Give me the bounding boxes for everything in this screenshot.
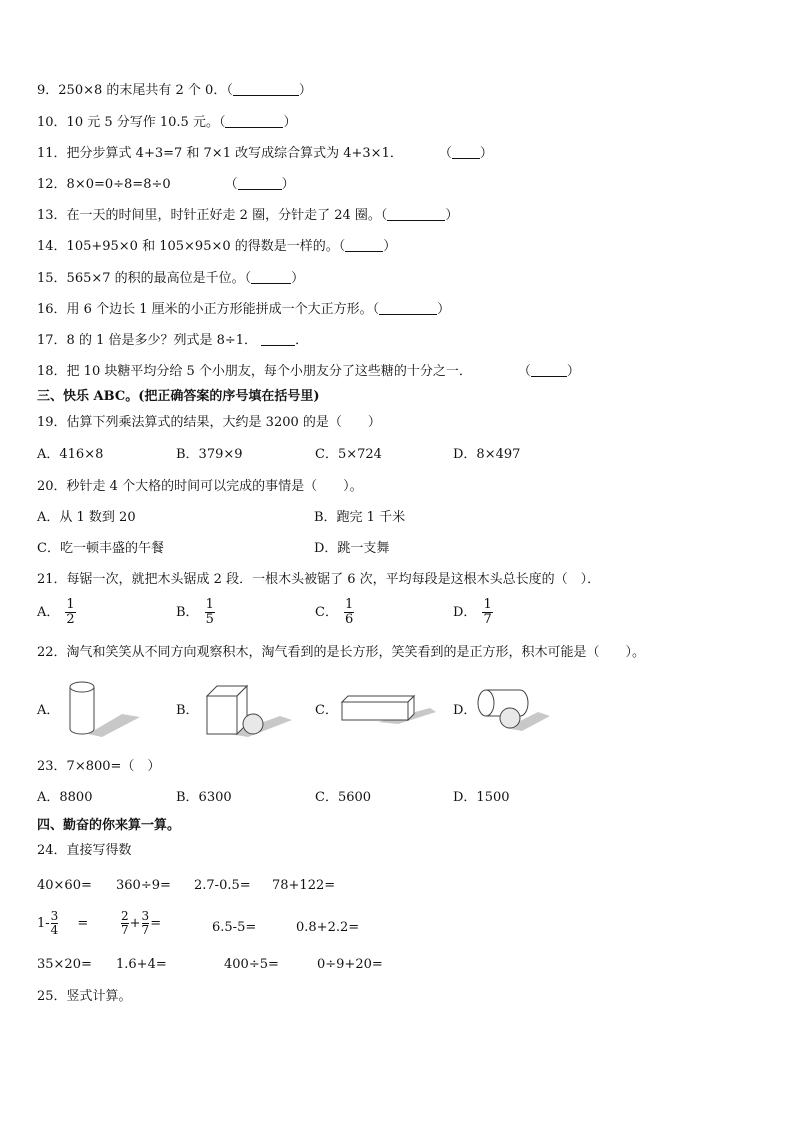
denominator: 7 [121,923,129,937]
q19-option-c[interactable]: C．5×724 [315,447,382,462]
q20-option-d[interactable]: D．跳一支舞 [314,541,390,556]
question-14 [37,239,396,255]
numerator: 3 [50,909,59,923]
question-18 [37,364,580,380]
paren-close: ） [383,239,397,254]
section-3-title: 三、快乐 ABC。(把正确答案的序号填在括号里) [37,389,320,404]
fraction [65,598,75,627]
q23-option-d[interactable]: D．1500 [453,790,510,805]
calc-item: 40×60= [37,878,92,893]
q21-option-c[interactable] [315,598,354,627]
q19-option-b[interactable]: B．379×9 [176,447,243,462]
question-17 [37,333,308,349]
answer-blank[interactable] [387,208,445,221]
calc-item: 0÷9+20= [317,957,383,972]
question-18-text: 18．把 10 块糖平均分给 5 个小朋友，每个小朋友分了这些糖的十分之一． [37,364,472,379]
question-17-text: 17．8 的 1 倍是多少？列式是 8÷1． [37,333,258,348]
denominator: 4 [50,923,59,937]
q22-option-d[interactable]: D． [453,703,477,718]
answer-blank[interactable] [379,302,437,315]
question-12 [37,177,295,193]
calc-item: 360÷9= [116,878,171,893]
denominator: 7 [483,612,492,627]
answer-blank[interactable] [531,364,567,377]
fraction [142,910,150,937]
question-22-text: 22．淘气和笑笑从不同方向观察积木，淘气看到的是长方形，笑笑看到的是正方形，积木可能是（ ）。 [37,645,646,660]
numerator: 1 [66,597,75,612]
q21-option-a[interactable] [37,598,76,627]
question-12-text: 12．8×0=0÷8=8÷0 [37,177,171,192]
q23-option-c[interactable]: C．5600 [315,790,372,805]
numerator: 1 [483,597,492,612]
paren-close: ） [479,146,493,161]
calc-text: = [77,916,89,931]
q22-option-a[interactable]: A． [37,703,60,718]
calc-item: 6.5-5= [212,920,257,935]
question-10-text: 10．10 元 5 分写作 10.5 元。（ [37,115,226,130]
option-label: B． [176,605,199,620]
numerator: 3 [141,909,150,923]
question-11-text: 11．把分步算式 4+3=7 和 7×1 改写成综合算式为 4+3×1． [37,146,403,161]
question-13-text: 13．在一天的时间里，时针正好走 2 圈，分针走了 24 圈。（ [37,208,388,223]
denominator: 5 [205,612,214,627]
q23-option-a[interactable]: A．8800 [37,790,93,805]
paren-open: （ [224,177,238,192]
fraction [205,598,215,627]
calc-text: = [150,916,162,931]
calc-item: 400÷5= [224,957,279,972]
numerator: 1 [344,597,354,612]
question-25-text: 25．竖式计算。 [37,989,132,1004]
question-10 [37,115,296,131]
numerator: 2 [121,909,129,923]
option-label: A． [37,605,60,620]
question-21-text: 21．每锯一次，就把木头锯成 2 段．一根木头被锯了 6 次，平均每段是这根木头总长度的（ ）． [37,572,601,587]
calc-item: 78+122= [272,878,336,893]
q19-option-a[interactable]: A．416×8 [37,447,104,462]
question-13 [37,208,458,224]
q22-option-c[interactable]: C． [315,703,338,718]
q19-option-d[interactable]: D．8×497 [453,447,521,462]
section-4-title: 四、勤奋的你来算一算。 [37,818,181,833]
answer-blank[interactable] [233,83,299,96]
question-16 [37,302,450,318]
period: ． [295,333,309,348]
paren-close: ） [298,83,312,98]
paren-open: （ [438,146,452,161]
fraction [51,910,59,937]
question-15 [37,271,304,287]
answer-blank[interactable] [345,239,383,252]
q21-option-d[interactable] [453,598,493,627]
question-23-text: 23．7×800=（ ） [37,759,161,774]
cuboid-figure [338,692,438,726]
cube-with-ball-figure [200,682,295,738]
fraction [482,598,492,627]
answer-blank[interactable] [225,115,283,128]
calc-text: + [129,916,141,931]
calc-item: 35×20= [37,957,92,972]
cylinder-standing-figure [62,679,142,737]
question-19-text: 19．估算下列乘法算式的结果，大约是 3200 的是（ ） [37,415,381,430]
denominator: 7 [141,923,150,937]
answer-blank[interactable] [452,146,480,159]
answer-blank[interactable] [238,177,282,190]
question-16-text: 16．用 6 个边长 1 厘米的小正方形能拼成一个大正方形。（ [37,302,380,317]
question-9 [37,83,312,99]
q20-option-c[interactable]: C．吃一顿丰盛的午餐 [37,541,164,556]
paren-close: ） [281,177,295,192]
calc-item-fraction-b [120,910,161,937]
paren-close: ） [437,302,451,317]
fraction [344,598,354,627]
denominator: 2 [66,612,75,627]
calc-item: 0.8+2.2= [296,920,360,935]
option-label: C． [315,605,338,620]
question-9-text: 9．250×8 的末尾共有 2 个 0．（ [37,83,233,98]
answer-blank[interactable] [261,333,295,346]
question-11 [37,146,493,162]
q22-option-b[interactable]: B． [176,703,199,718]
q20-option-a[interactable]: A．从 1 数到 20 [37,510,136,525]
paren-close: ） [283,115,297,130]
calc-item-fraction-a [37,910,88,937]
option-label: D． [453,605,477,620]
question-14-text: 14．105+95×0 和 105×95×0 的得数是一样的。（ [37,239,346,254]
paren-close: ） [291,271,305,286]
numerator: 1 [205,597,214,612]
q21-option-b[interactable] [176,598,215,627]
answer-blank[interactable] [251,271,291,284]
question-24-text: 24．直接写得数 [37,843,132,858]
cylinder-lying-with-ball-figure [476,686,552,732]
question-20-text: 20．秒针走 4 个大格的时间可以完成的事情是（ ）。 [37,479,363,494]
fraction [121,910,129,937]
paren-close: ） [445,208,459,223]
calc-item: 2.7-0.5= [194,878,251,893]
question-15-text: 15．565×7 的积的最高位是千位。（ [37,271,252,286]
paren-open: （ [517,364,531,379]
calc-item: 1.6+4= [116,957,167,972]
calc-text: 1- [37,916,50,931]
q23-option-b[interactable]: B．6300 [176,790,232,805]
q20-option-b[interactable]: B．跑完 1 千米 [314,510,406,525]
paren-close: ） [566,364,580,379]
denominator: 6 [344,612,354,627]
